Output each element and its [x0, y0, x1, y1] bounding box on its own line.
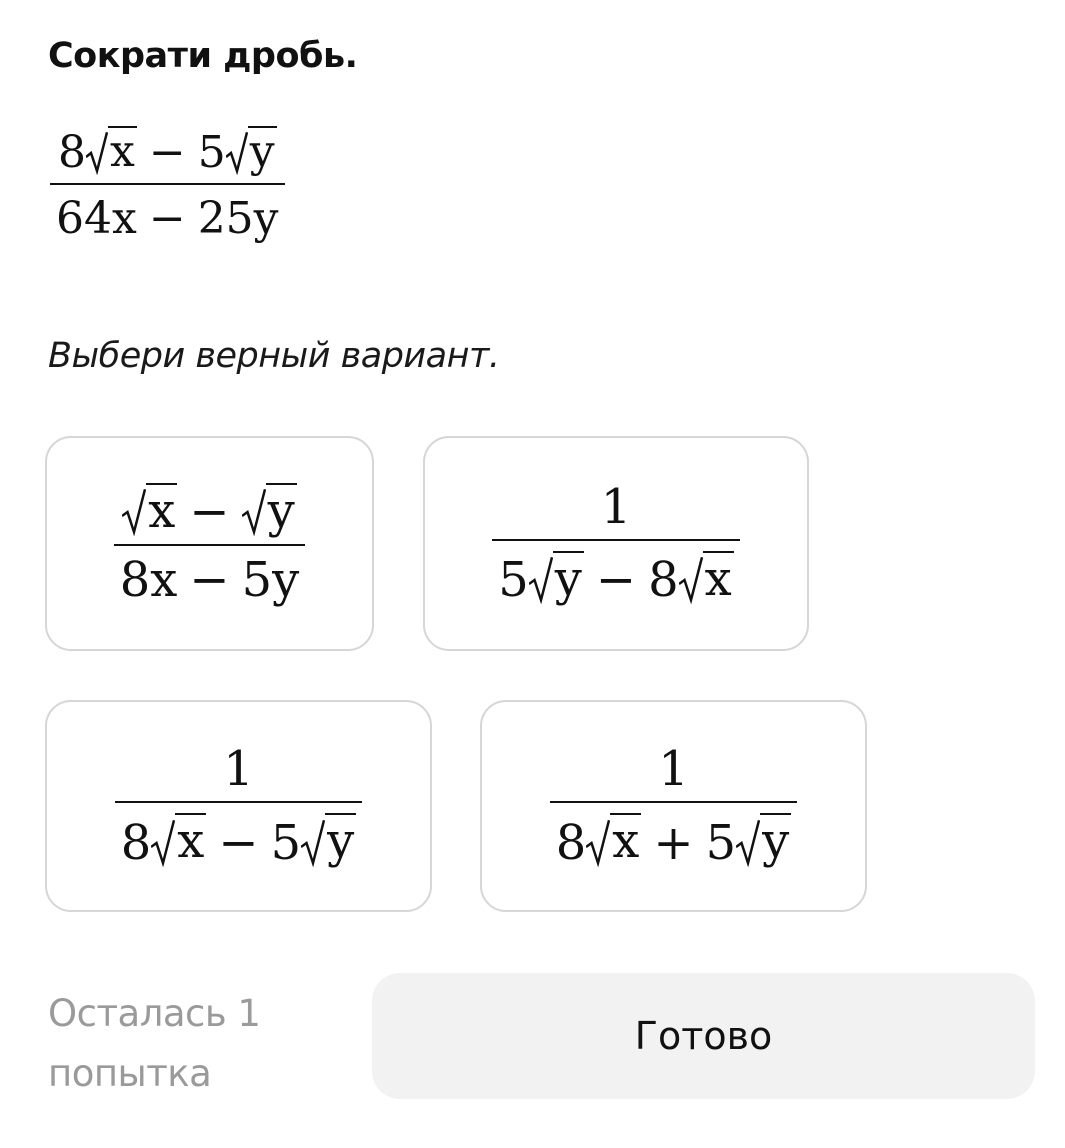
radical [301, 813, 356, 870]
operator: − [148, 193, 186, 245]
coefficient: 5 [705, 814, 737, 871]
done-button[interactable]: Готово [372, 973, 1035, 1099]
fraction [114, 482, 305, 609]
term: 8x [119, 552, 178, 609]
radical-sign-icon [529, 556, 553, 604]
fraction [550, 741, 798, 871]
coefficient: 8 [120, 814, 152, 871]
fraction-denominator [492, 541, 740, 609]
fraction-numerator [52, 126, 283, 183]
fraction-denominator [50, 185, 285, 245]
fraction-numerator: 1 [658, 741, 689, 798]
radical [586, 813, 641, 870]
radical-sign-icon [736, 819, 760, 867]
radical-sign-icon [301, 819, 325, 867]
coefficient: 8 [555, 814, 587, 871]
radical-sign-icon [586, 819, 610, 867]
operator: + [653, 814, 694, 871]
operator: − [189, 484, 230, 541]
fraction [492, 478, 740, 609]
operator: − [189, 552, 230, 609]
radical [151, 813, 206, 870]
radicand: x [704, 550, 732, 607]
radicand: y [249, 126, 275, 177]
instruction-text: Выбери верный вариант. [48, 336, 500, 376]
radical [122, 482, 177, 539]
radical-sign-icon [242, 488, 266, 536]
answer-option-2[interactable] [423, 436, 809, 651]
radical-sign-icon [679, 556, 703, 604]
radical-sign-icon [122, 488, 146, 536]
radical [242, 482, 297, 539]
radical [679, 550, 734, 607]
radicand: y [762, 813, 790, 870]
radicand: x [148, 482, 176, 539]
attempts-remaining-text: Осталась 1 попытка [48, 992, 261, 1095]
radical [86, 126, 137, 175]
coefficient: 5 [498, 552, 529, 609]
answer-option-4[interactable] [480, 700, 867, 912]
fraction-denominator [114, 546, 305, 609]
term: 5y [241, 552, 300, 609]
radical [529, 550, 584, 607]
coefficient: 5 [197, 127, 226, 179]
term: 64x [56, 193, 137, 245]
fraction [115, 741, 363, 871]
radical [226, 126, 277, 175]
radicand: x [177, 813, 205, 870]
radicand: y [267, 482, 295, 539]
fraction-denominator [115, 803, 363, 871]
radical-sign-icon [226, 131, 248, 175]
operator: − [148, 127, 186, 179]
radical-sign-icon [151, 819, 175, 867]
answer-option-3[interactable] [45, 700, 432, 912]
task-title: Сократи дробь. [48, 36, 358, 76]
radical [736, 813, 791, 870]
radicand: x [109, 126, 135, 177]
fraction-numerator [116, 483, 302, 544]
task-expression [50, 126, 285, 245]
coefficient: 8 [648, 552, 679, 609]
fraction-numerator: 1 [223, 741, 254, 798]
coefficient: 5 [270, 814, 302, 871]
radical-sign-icon [86, 131, 108, 175]
radicand: x [612, 813, 640, 870]
answer-option-1[interactable] [45, 436, 374, 651]
operator: − [595, 552, 637, 609]
fraction-denominator [550, 803, 798, 871]
coefficient: 8 [57, 127, 86, 179]
radicand: y [554, 550, 582, 607]
fraction-numerator: 1 [600, 478, 632, 535]
radicand: y [327, 813, 355, 870]
term: 25y [197, 193, 279, 245]
fraction [50, 126, 285, 245]
operator: − [218, 814, 259, 871]
